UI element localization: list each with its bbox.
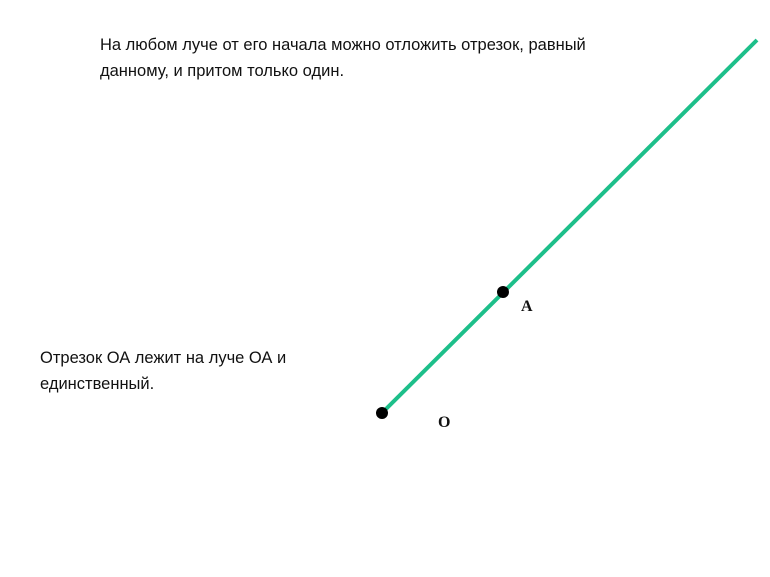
- point-a: [497, 286, 509, 298]
- segment-caption-line-1: Отрезок ОА лежит на луче ОА и: [40, 349, 287, 367]
- ray-line: [382, 40, 757, 413]
- theorem-statement-line-2: данному, и притом только один.: [100, 62, 345, 80]
- segment-caption-line-2: единственный.: [40, 375, 155, 393]
- theorem-statement-line-1: На любом луче от его начала можно отложить отрезок, равный: [100, 36, 586, 54]
- point-o-label: O: [438, 414, 451, 431]
- point-a-label: A: [521, 298, 533, 315]
- point-o: [376, 407, 388, 419]
